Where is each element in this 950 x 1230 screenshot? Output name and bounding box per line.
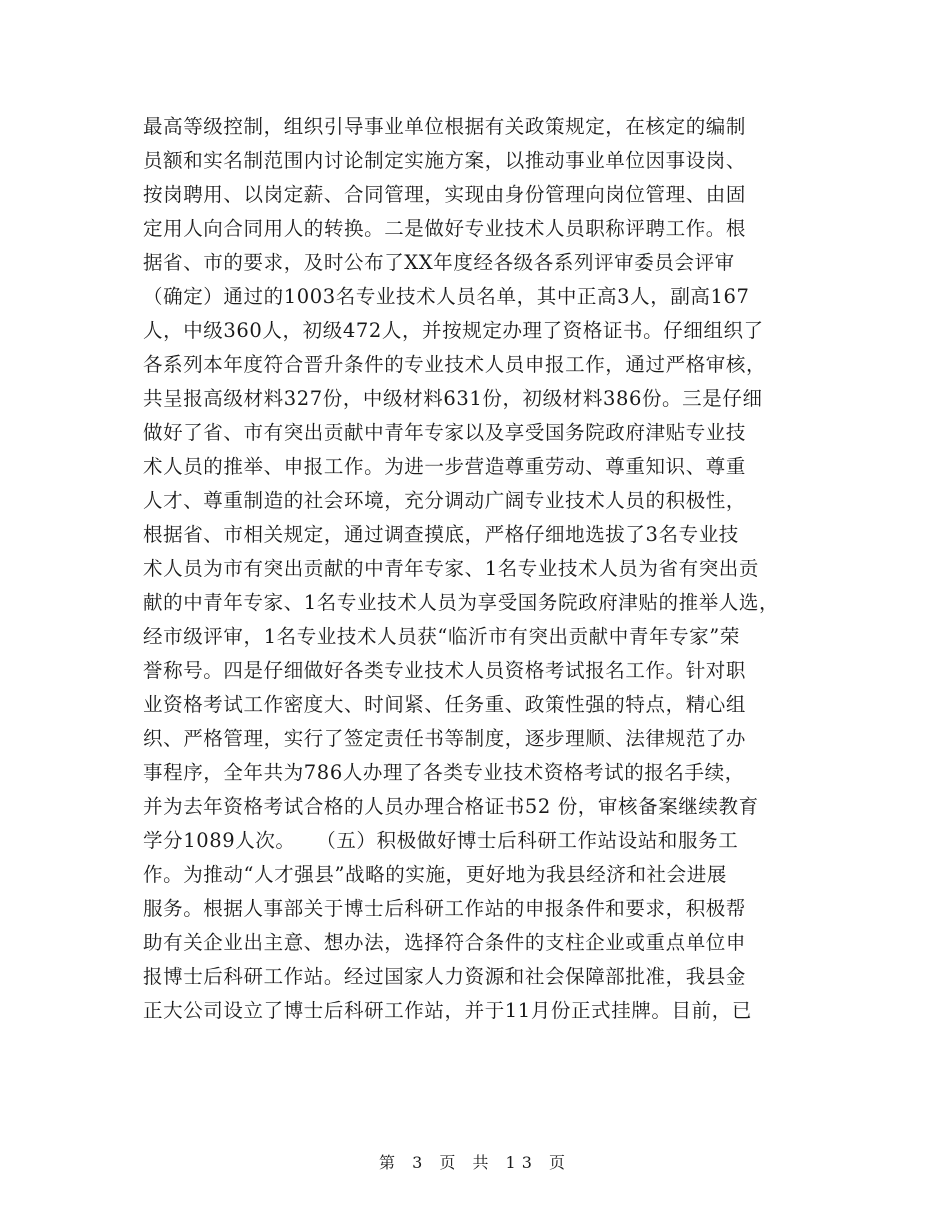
text-line: 人才、尊重制造的社会环境，充分调动广阔专业技术人员的积极性， xyxy=(143,489,747,512)
text-line: 学分1089人次。 （五）积极做好博士后科研工作站设站和服务工 xyxy=(143,829,739,852)
text-line: 人，中级360人，初级472人，并按规定办理了资格证书。仔细组织了 xyxy=(143,319,764,342)
text-line: 正大公司设立了博士后科研工作站，并于11月份正式挂牌。目前，已 xyxy=(143,999,752,1022)
text-line: 助有关企业出主意、想办法，选择符合条件的支柱企业或重点单位申 xyxy=(143,931,747,954)
text-line: 献的中青年专家、1名专业技术人员为享受国务院政府津贴的推举人选， xyxy=(143,591,780,614)
text-line: 定用人向合同用人的转换。二是做好专业技术人员职称评聘工作。根 xyxy=(143,217,747,240)
body-text xyxy=(143,110,823,1028)
text-line: 员额和实名制范围内讨论制定实施方案，以推动事业单位因事设岗、 xyxy=(143,149,747,172)
page-number-footer: 第 3 页 共 13 页 xyxy=(379,1153,571,1172)
text-line: 事程序，全年共为786人办理了各类专业技术资格考试的报名手续， xyxy=(143,761,745,784)
text-line: 经市级评审，1名专业技术人员获“临沂市有突出贡献中青年专家”荣 xyxy=(143,625,740,648)
text-line: 术人员为市有突出贡献的中青年专家、1名专业技术人员为省有突出贡 xyxy=(143,557,760,580)
text-line: （确定）通过的1003名专业技术人员名单，其中正高3人，副高167 xyxy=(143,285,750,308)
text-line: 共呈报高级材料327份，中级材料631份，初级材料386份。三是仔细 xyxy=(143,387,763,410)
text-line: 报博士后科研工作站。经过国家人力资源和社会保障部批准，我县金 xyxy=(143,965,747,988)
text-line: 作。为推动“人才强县”战略的实施，更好地为我县经济和社会进展 xyxy=(143,863,727,886)
text-line: 最高等级控制，组织引导事业单位根据有关政策规定，在核定的编制 xyxy=(143,115,747,138)
text-line: 织、严格管理，实行了签定责任书等制度，逐步理顺、法律规范了办 xyxy=(143,727,747,750)
text-line: 根据省、市相关规定，通过调查摸底，严格仔细地选拔了3名专业技 xyxy=(143,523,739,546)
text-line: 做好了省、市有突出贡献中青年专家以及享受国务院政府津贴专业技 xyxy=(143,421,747,444)
text-line: 各系列本年度符合晋升条件的专业技术人员申报工作，通过严格审核， xyxy=(143,353,767,376)
text-line: 术人员的推举、申报工作。为进一步营造尊重劳动、尊重知识、尊重 xyxy=(143,455,747,478)
text-line: 并为去年资格考试合格的人员办理合格证书52 份，审核备案继续教育 xyxy=(143,795,759,818)
text-line: 誉称号。四是仔细做好各类专业技术人员资格考试报名工作。针对职 xyxy=(143,659,747,682)
text-line: 据省、市的要求，及时公布了XX年度经各级各系列评审委员会评审 xyxy=(143,251,735,274)
text-line: 服务。根据人事部关于博士后科研工作站的申报条件和要求，积极帮 xyxy=(143,897,747,920)
text-line: 业资格考试工作密度大、时间紧、任务重、政策性强的特点，精心组 xyxy=(143,693,747,716)
text-line: 按岗聘用、以岗定薪、合同管理，实现由身份管理向岗位管理、由固 xyxy=(143,183,747,206)
